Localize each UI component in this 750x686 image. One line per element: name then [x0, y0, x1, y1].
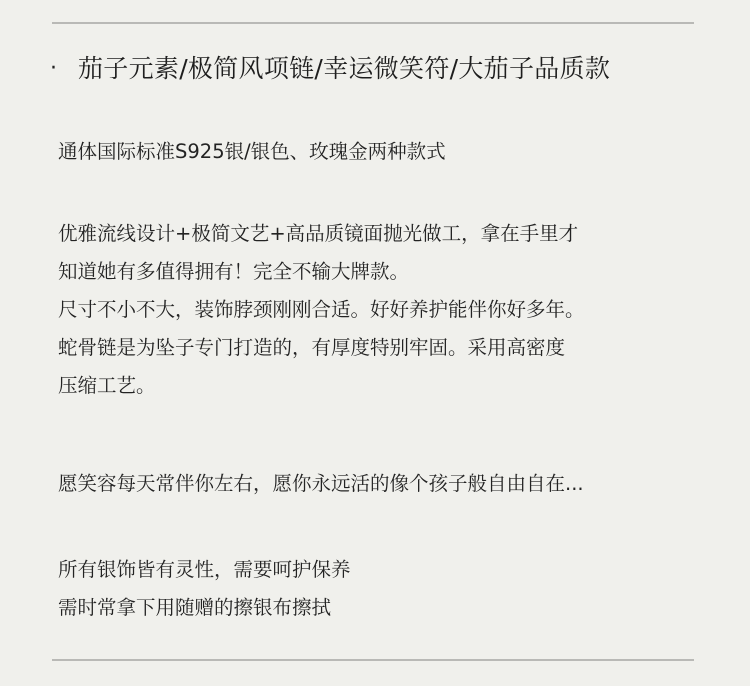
material-paragraph: [58, 133, 446, 171]
product-title: 茄子元素/极简风项链/幸运微笑符/大茄子品质款: [78, 54, 611, 83]
text-line: 优雅流线设计+极简文艺+高品质镜面抛光做工，拿在手里才: [58, 222, 579, 245]
text-line: 尺寸不小不大，装饰脖颈刚刚合适。好好养护能伴你好多年。: [58, 298, 585, 321]
description-paragraph: [58, 215, 585, 405]
text-line: 蛇骨链是为坠子专门打造的，有厚度特别牢固。采用高密度: [58, 336, 566, 359]
bottom-divider: [52, 659, 694, 661]
care-paragraph: [58, 551, 351, 627]
product-heading: [50, 49, 610, 89]
text-line: 知道她有多值得拥有！完全不输大牌款。: [58, 260, 410, 283]
text-line: 所有银饰皆有灵性，需要呵护保养: [58, 558, 351, 581]
text-line: 愿笑容每天常伴你左右，愿你永远活的像个孩子般自由自在...: [58, 472, 584, 495]
top-divider: [52, 22, 694, 24]
text-line: 压缩工艺。: [58, 374, 156, 397]
wish-paragraph: [58, 465, 584, 503]
text-line: 需时常拿下用随赠的擦银布擦拭: [58, 596, 332, 619]
text-line: 通体国际标准S925银/银色、玫瑰金两种款式: [58, 140, 446, 163]
bullet-dot: ·: [50, 56, 57, 81]
